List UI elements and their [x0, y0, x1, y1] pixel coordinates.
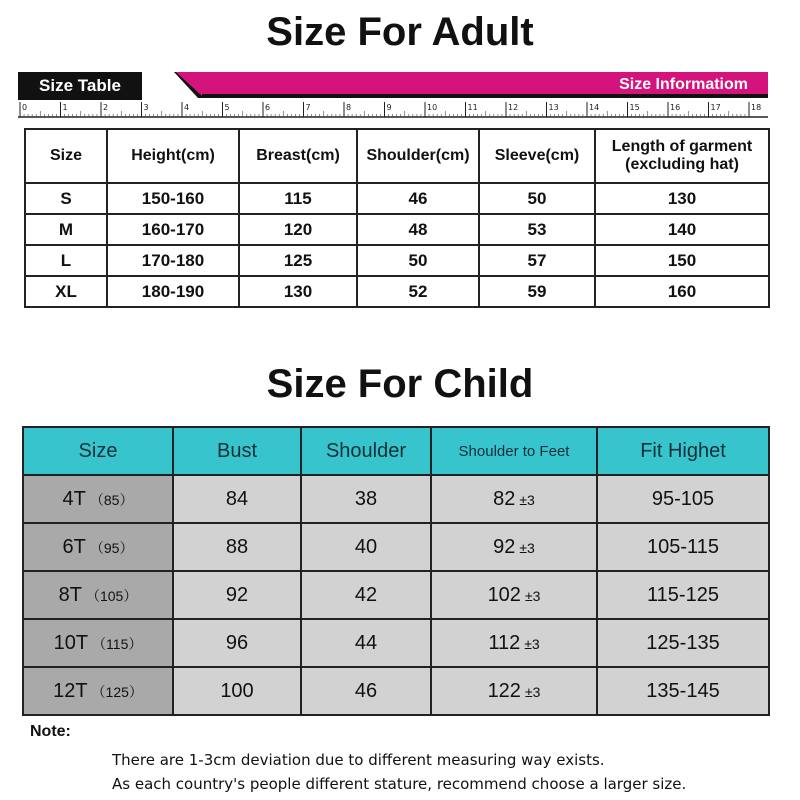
table-cell: 53	[479, 214, 595, 245]
ruler-number: 9	[386, 103, 392, 112]
size-code: 8T	[58, 583, 82, 606]
table-row	[25, 183, 769, 214]
size-code: 6T	[62, 535, 86, 558]
table-cell: S	[25, 183, 107, 214]
size-code: 12T	[53, 679, 88, 702]
table-cell: 50	[357, 245, 479, 276]
table-cell: 150	[595, 245, 769, 276]
table-row	[25, 245, 769, 276]
adult-title: Size For Adult	[266, 10, 534, 54]
table-cell: 95-105	[597, 475, 769, 523]
child-header-row	[23, 427, 769, 475]
table-row	[25, 214, 769, 245]
ruler-number: 16	[670, 103, 681, 112]
table-cell: 180-190	[107, 276, 239, 307]
adult-header-sleeve: Sleeve(cm)	[479, 129, 595, 183]
note-line-1: There are 1-3cm deviation due to different measuring way exists.	[112, 751, 605, 769]
size-code: 10T	[53, 631, 89, 654]
ruler-number: 6	[265, 103, 271, 112]
adult-header-length	[595, 129, 769, 183]
ruler-number: 4	[184, 103, 190, 112]
ruler-number: 12	[508, 103, 519, 112]
table-cell: 40	[301, 523, 431, 571]
feet-value: 82	[493, 487, 516, 510]
table-cell	[431, 619, 597, 667]
table-row	[23, 619, 769, 667]
ruler-strip	[18, 100, 768, 118]
child-size-cell	[23, 571, 173, 619]
table-row	[23, 571, 769, 619]
table-cell: 160-170	[107, 214, 239, 245]
table-cell: 130	[239, 276, 357, 307]
table-cell: 50	[479, 183, 595, 214]
table-cell: 59	[479, 276, 595, 307]
table-cell: 120	[239, 214, 357, 245]
table-cell: 130	[595, 183, 769, 214]
child-size-cell	[23, 475, 173, 523]
ruler-number: 17	[710, 103, 721, 112]
table-row	[23, 523, 769, 571]
table-row	[23, 475, 769, 523]
size-sub: （125）	[91, 683, 143, 700]
tolerance: ±3	[524, 587, 541, 604]
size-sub: （105）	[85, 587, 138, 604]
table-cell: 48	[357, 214, 479, 245]
ruler-number: 8	[346, 103, 352, 112]
tolerance: ±3	[524, 635, 540, 652]
child-header-bust: Bust	[173, 427, 301, 475]
ruler-number: 5	[224, 103, 230, 112]
adult-size-table	[24, 128, 770, 308]
table-cell: 42	[301, 571, 431, 619]
table-cell: 46	[357, 183, 479, 214]
table-cell: 140	[595, 214, 769, 245]
child-size-cell	[23, 619, 173, 667]
size-info-label: Size Informatiom	[619, 76, 748, 93]
child-header-shoulder-to-feet: Shoulder to Feet	[431, 427, 597, 475]
table-cell: 125-135	[597, 619, 769, 667]
ruler-number: 2	[103, 103, 109, 112]
table-row	[25, 276, 769, 307]
ruler-number: 15	[629, 103, 640, 112]
adult-header-row	[25, 129, 769, 183]
table-cell: 160	[595, 276, 769, 307]
ruler-number: 10	[427, 103, 438, 112]
ruler-number: 18	[751, 103, 762, 112]
table-cell: 92	[173, 571, 301, 619]
size-sub: （85）	[89, 491, 134, 508]
ruler-number: 13	[548, 103, 559, 112]
table-cell: 115	[239, 183, 357, 214]
child-size-table	[22, 426, 770, 716]
table-cell: 115-125	[597, 571, 769, 619]
adult-header-breast: Breast(cm)	[239, 129, 357, 183]
table-cell	[431, 571, 597, 619]
ruler-number: 3	[143, 103, 149, 112]
child-size-cell	[23, 523, 173, 571]
size-code: 4T	[62, 487, 86, 510]
ruler-number: 1	[62, 103, 68, 112]
table-cell: 100	[173, 667, 301, 715]
adult-header-length-line2: (excluding hat)	[625, 156, 739, 173]
child-header-size: Size	[23, 427, 173, 475]
table-cell	[431, 475, 597, 523]
table-cell: 38	[301, 475, 431, 523]
size-info-bar	[146, 72, 768, 100]
size-sub: （95）	[89, 539, 134, 556]
feet-value: 102	[487, 583, 521, 606]
feet-value: 122	[487, 679, 521, 702]
note-label: Note:	[30, 723, 71, 740]
size-table-label: Size Table	[18, 72, 142, 100]
child-header-fit-height: Fit Highet	[597, 427, 769, 475]
ruler-number: 14	[589, 103, 600, 112]
table-cell: 135-145	[597, 667, 769, 715]
ruler-number: 7	[305, 103, 311, 112]
table-cell: 57	[479, 245, 595, 276]
table-cell: 88	[173, 523, 301, 571]
table-cell: 170-180	[107, 245, 239, 276]
table-cell: 105-115	[597, 523, 769, 571]
table-cell: 150-160	[107, 183, 239, 214]
table-cell: 96	[173, 619, 301, 667]
size-sub: （115）	[92, 635, 143, 652]
table-cell: 125	[239, 245, 357, 276]
adult-header-shoulder: Shoulder(cm)	[357, 129, 479, 183]
child-header-shoulder: Shoulder	[301, 427, 431, 475]
table-cell: 44	[301, 619, 431, 667]
adult-header-length-line1: Length of garment	[611, 138, 753, 155]
table-cell: 84	[173, 475, 301, 523]
table-cell: 52	[357, 276, 479, 307]
feet-value: 112	[488, 631, 521, 654]
feet-value: 92	[493, 535, 516, 558]
child-size-cell	[23, 667, 173, 715]
note-line-2: As each country's people different stature, recommend choose a larger size.	[112, 775, 687, 793]
table-cell: L	[25, 245, 107, 276]
table-cell	[431, 523, 597, 571]
tolerance: ±3	[519, 491, 535, 508]
table-cell: XL	[25, 276, 107, 307]
size-band	[18, 72, 768, 120]
ruler-number: 11	[467, 103, 478, 112]
adult-header-height: Height(cm)	[107, 129, 239, 183]
table-cell: M	[25, 214, 107, 245]
tolerance: ±3	[519, 539, 535, 556]
adult-header-size: Size	[25, 129, 107, 183]
child-title: Size For Child	[266, 362, 534, 406]
table-row	[23, 667, 769, 715]
ruler-number: 0	[22, 103, 28, 112]
tolerance: ±3	[524, 683, 541, 700]
table-cell: 46	[301, 667, 431, 715]
table-cell	[431, 667, 597, 715]
